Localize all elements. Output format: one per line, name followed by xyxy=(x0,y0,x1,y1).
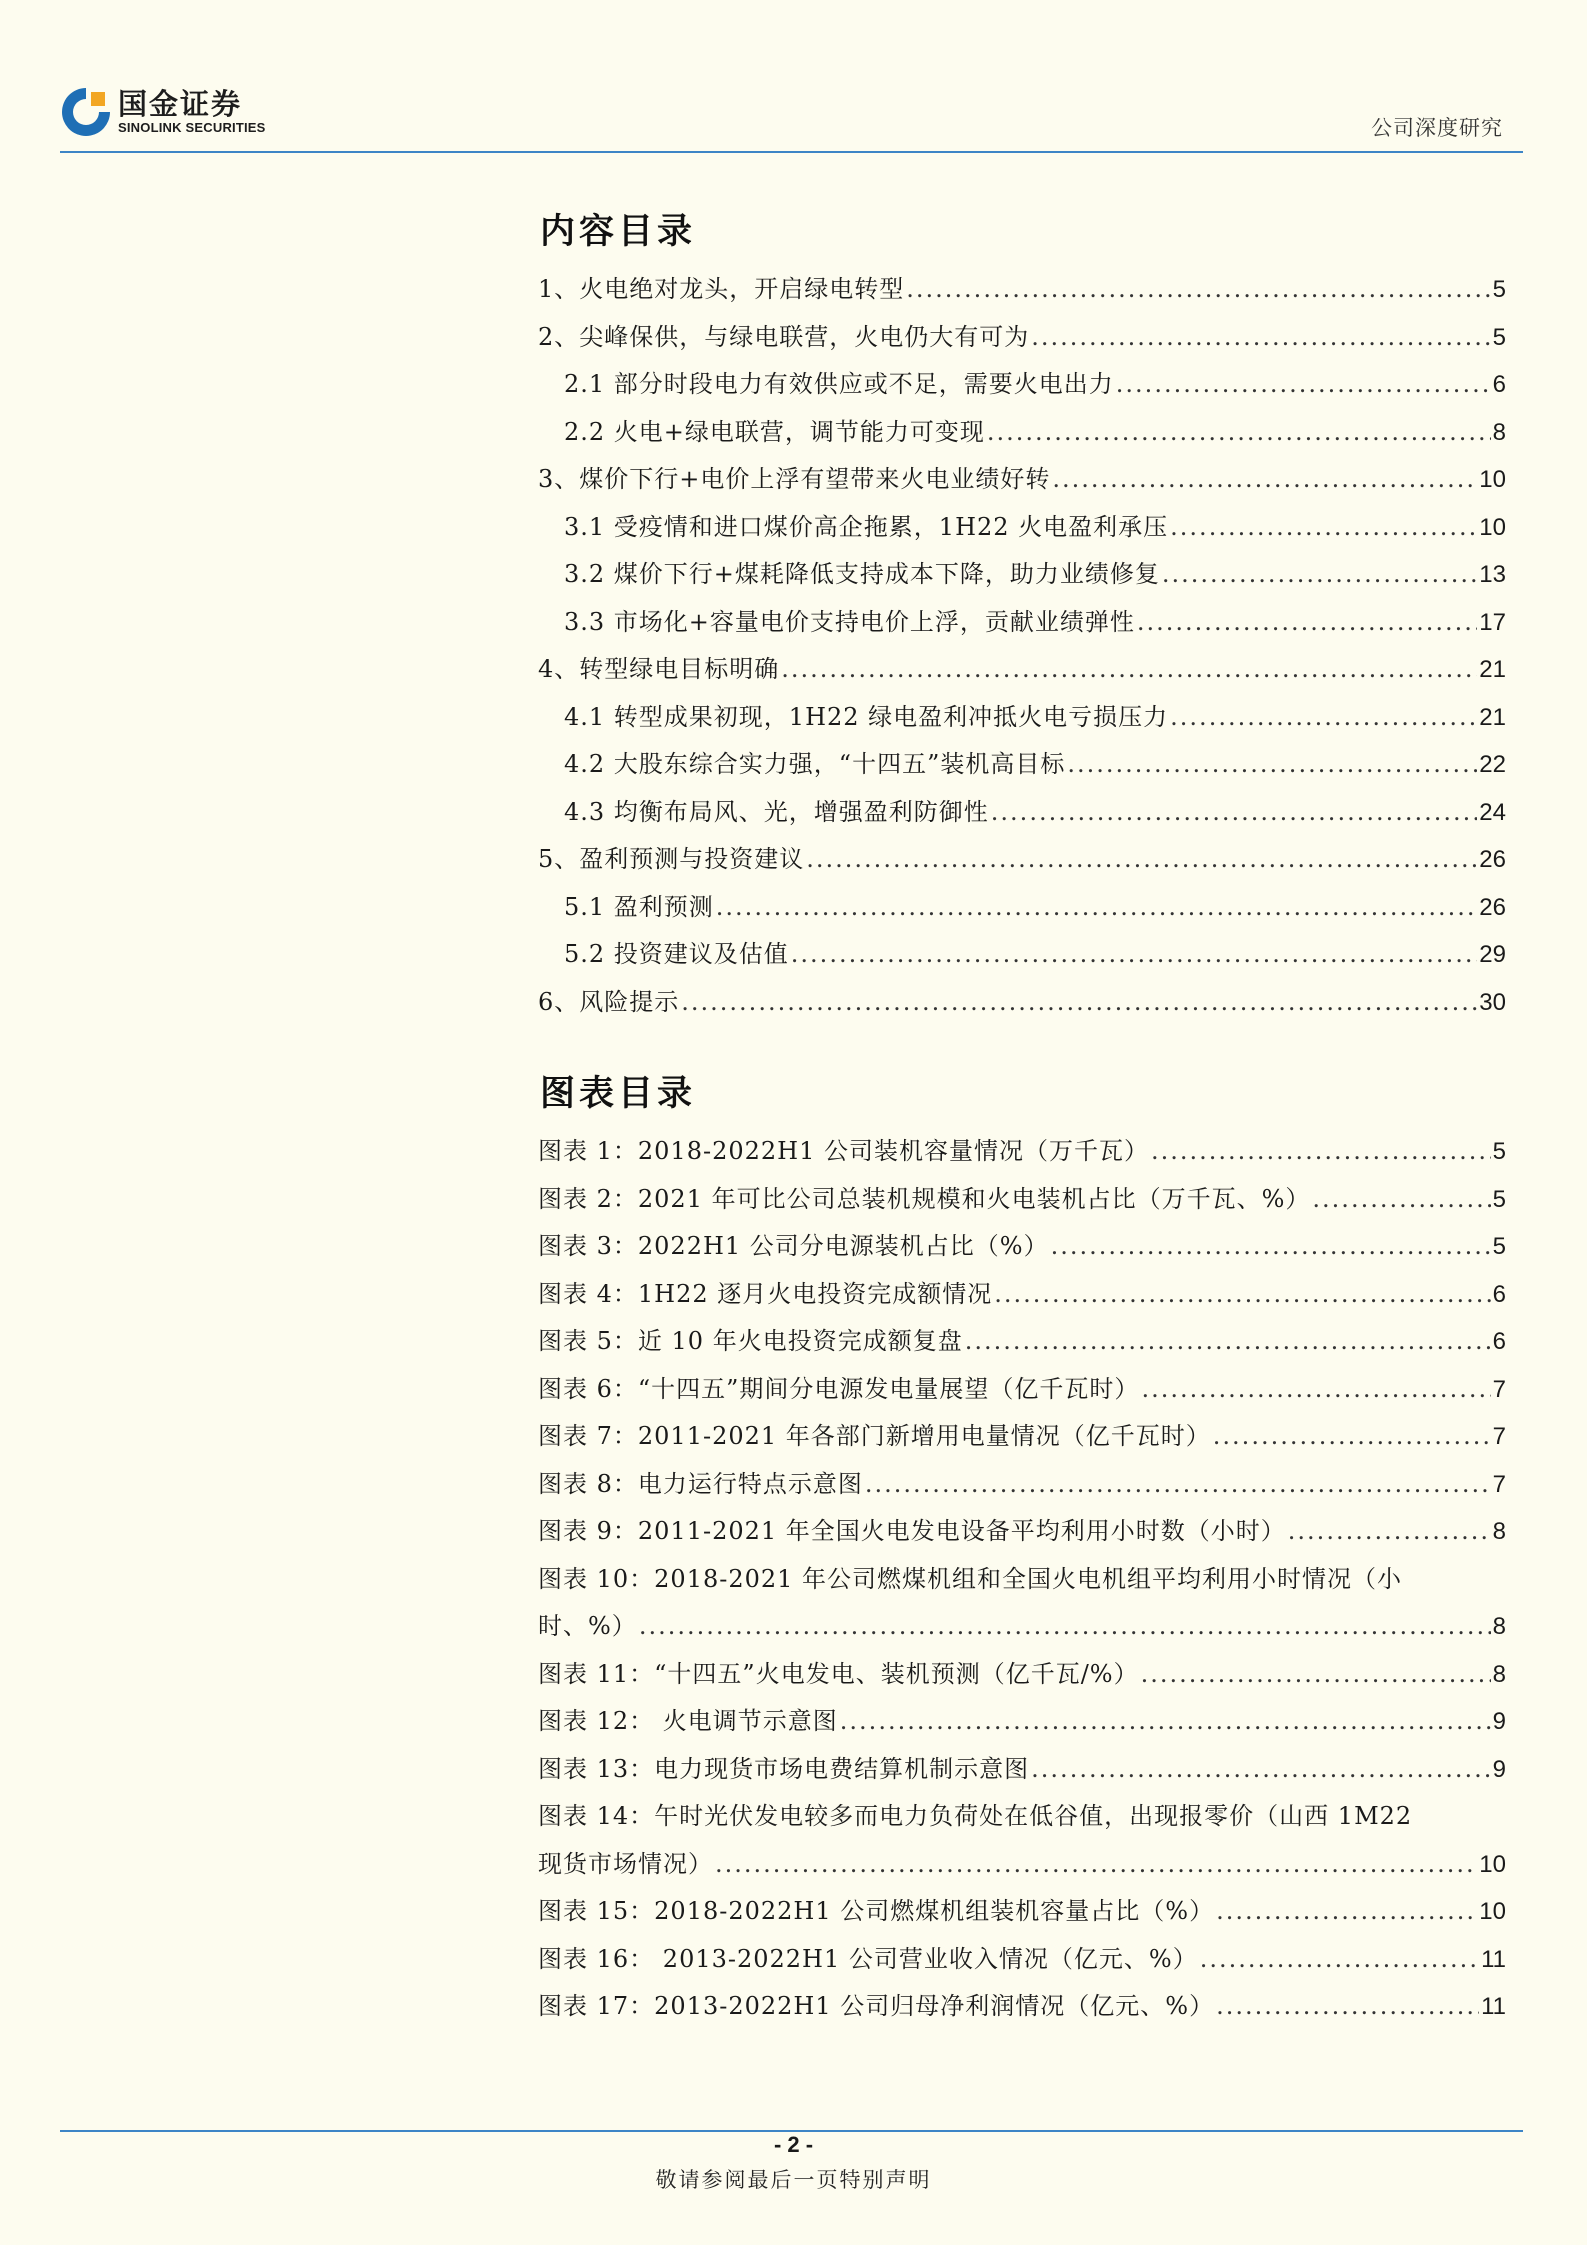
figure-entry[interactable]: 图表 16： 2013-2022H1 公司营业收入情况（亿元、%） ..... 11 xyxy=(538,1936,1506,1984)
figure-entry[interactable]: 图表 8：电力运行特点示意图 ..... 7 xyxy=(538,1461,1506,1509)
figure-entry[interactable]: 图表 11：“十四五”火电发电、装机预测（亿千瓦/%） ..... 8 xyxy=(538,1651,1506,1699)
figure-entry[interactable]: 图表 2：2021 年可比公司总装机规模和火电装机占比（万千瓦、%） ..... 5 xyxy=(538,1176,1506,1224)
figure-entry[interactable]: 图表 7：2011-2021 年各部门新增用电量情况（亿千瓦时） ..... 7 xyxy=(538,1413,1506,1461)
toc-subentry[interactable]: 2.2 火电+绿电联营，调节能力可变现 ..... 8 xyxy=(538,409,1506,457)
header-divider xyxy=(60,151,1523,153)
toc-subentry[interactable]: 3.1 受疫情和进口煤价高企拖累，1H22 火电盈利承压 ..... 10 xyxy=(538,504,1506,552)
toc-entry[interactable]: 6、风险提示 ..... 30 xyxy=(538,979,1506,1027)
figure-entry[interactable]: 图表 3：2022H1 公司分电源装机占比（%） ..... 5 xyxy=(538,1223,1506,1271)
figure-entry[interactable]: 图表 14：午时光伏发电较多而电力负荷处在低谷值，出现报零价（山西 1M22 现货市场情况） ..... 10 xyxy=(538,1793,1506,1888)
figure-entry[interactable]: 图表 15：2018-2022H1 公司燃煤机组装机容量占比（%） ..... 10 xyxy=(538,1888,1506,1936)
figure-entry[interactable]: 图表 12： 火电调节示意图 ..... 9 xyxy=(538,1698,1506,1746)
figure-entry[interactable]: 图表 6：“十四五”期间分电源发电量展望（亿千瓦时） ..... 7 xyxy=(538,1366,1506,1414)
figure-entry[interactable]: 图表 13：电力现货市场电费结算机制示意图 ..... 9 xyxy=(538,1746,1506,1794)
logo-chinese-name: 国金证券 xyxy=(118,87,243,121)
toc-subentry[interactable]: 5.2 投资建议及估值 ..... 29 xyxy=(538,931,1506,979)
toc-entry[interactable]: 5、盈利预测与投资建议 ..... 26 xyxy=(538,836,1506,884)
toc-entry[interactable]: 4、转型绿电目标明确 ..... 21 xyxy=(538,646,1506,694)
toc-subentry[interactable]: 3.3 市场化+容量电价支持电价上浮，贡献业绩弹性 ..... 17 xyxy=(538,599,1506,647)
page-number: - 2 - xyxy=(773,2132,814,2157)
toc-entry[interactable]: 2、尖峰保供，与绿电联营，火电仍大有可为 ..... 5 xyxy=(538,314,1506,362)
company-logo xyxy=(60,86,266,138)
toc-title: 内容目录 xyxy=(540,211,697,252)
toc-subentry[interactable]: 4.3 均衡布局风、光，增强盈利防御性 ..... 24 xyxy=(538,789,1506,837)
figure-entry[interactable]: 图表 10：2018-2021 年公司燃煤机组和全国火电机组平均利用小时情况（小 时、%） ..... 8 xyxy=(538,1556,1506,1651)
toc-subentry[interactable]: 2.1 部分时段电力有效供应或不足，需要火电出力 ..... 6 xyxy=(538,361,1506,409)
figure-entry[interactable]: 图表 17：2013-2022H1 公司归母净利润情况（亿元、%） ..... 11 xyxy=(538,1983,1506,2031)
figure-entry[interactable]: 图表 5：近 10 年火电投资完成额复盘 ..... 6 xyxy=(538,1318,1506,1366)
toc-subentry[interactable]: 4.2 大股东综合实力强，“十四五”装机高目标 ..... 22 xyxy=(538,741,1506,789)
toc-entry[interactable]: 1、火电绝对龙头，开启绿电转型 ..... 5 xyxy=(538,266,1506,314)
toc-subentry[interactable]: 4.1 转型成果初现，1H22 绿电盈利冲抵火电亏损压力 ..... 21 xyxy=(538,694,1506,742)
logo-english-name: SINOLINK SECURITIES xyxy=(118,120,266,135)
figures-toc-title: 图表目录 xyxy=(540,1073,697,1114)
contents-toc xyxy=(538,266,1506,1026)
figure-entry[interactable]: 图表 9：2011-2021 年全国火电发电设备平均利用小时数（小时） ..... 8 xyxy=(538,1508,1506,1556)
toc-subentry[interactable]: 3.2 煤价下行+煤耗降低支持成本下降，助力业绩修复 ..... 13 xyxy=(538,551,1506,599)
figure-entry[interactable]: 图表 1：2018-2022H1 公司装机容量情况（万千瓦） ..... 5 xyxy=(538,1128,1506,1176)
figure-entry[interactable]: 图表 4：1H22 逐月火电投资完成额情况 ..... 6 xyxy=(538,1271,1506,1319)
toc-subentry[interactable]: 5.1 盈利预测 ..... 26 xyxy=(538,884,1506,932)
sinolink-logo-icon xyxy=(60,86,112,138)
footer-disclaimer: 敬请参阅最后一页特别声明 xyxy=(655,2168,932,2192)
toc-entry[interactable]: 3、煤价下行+电价上浮有望带来火电业绩好转 ..... 10 xyxy=(538,456,1506,504)
figures-toc xyxy=(538,1128,1506,2031)
page-header xyxy=(60,86,1523,154)
document-type-label: 公司深度研究 xyxy=(1371,116,1503,140)
